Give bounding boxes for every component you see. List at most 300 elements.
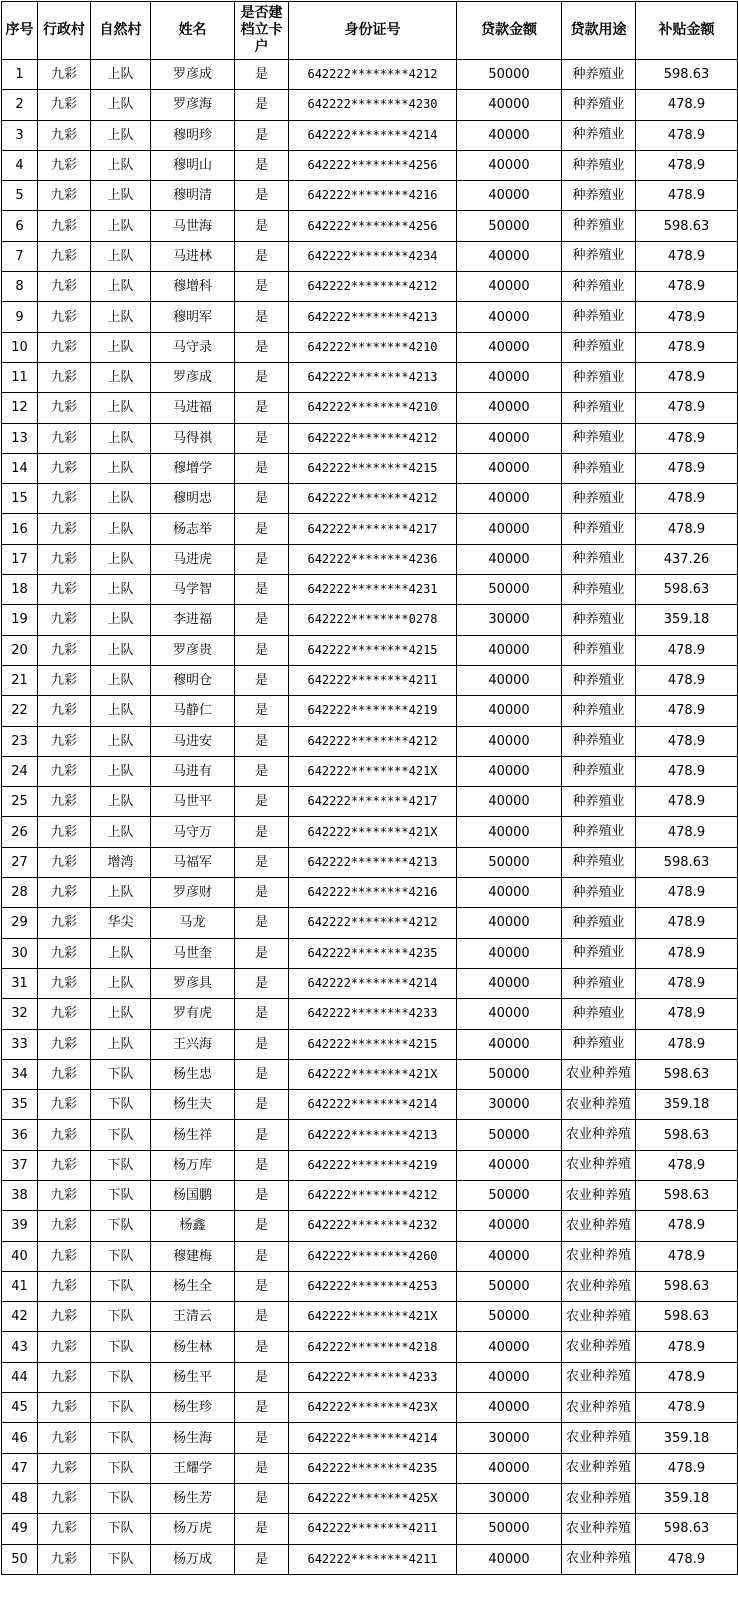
table-cell: 九彩 (38, 1029, 91, 1059)
header-cell: 补贴金额 (636, 2, 738, 60)
table-cell: 642222********4211 (289, 1514, 457, 1544)
table-cell: 种养殖业 (562, 211, 636, 241)
table-cell: 种养殖业 (562, 605, 636, 635)
table-cell: 642222********4212 (289, 60, 457, 90)
table-cell: 马龙 (151, 908, 235, 938)
table-cell: 上队 (91, 514, 151, 544)
table-cell: 穆明珍 (151, 120, 235, 150)
table-cell: 642222********421X (289, 756, 457, 786)
table-cell: 598.63 (636, 1059, 738, 1089)
table-cell: 上队 (91, 726, 151, 756)
table-cell: 642222********4214 (289, 1423, 457, 1453)
table-cell: 九彩 (38, 726, 91, 756)
table-cell: 是 (235, 1090, 289, 1120)
table-row (2, 181, 738, 211)
table-cell: 8 (2, 272, 38, 302)
table-cell: 九彩 (38, 696, 91, 726)
table-cell: 478.9 (636, 999, 738, 1029)
table-cell: 农业种养殖 (562, 1241, 636, 1271)
table-cell: 九彩 (38, 120, 91, 150)
table-cell: 种养殖业 (562, 999, 636, 1029)
table-cell: 马进有 (151, 756, 235, 786)
table-cell: 36 (2, 1120, 38, 1150)
table-cell: 是 (235, 605, 289, 635)
table-cell: 上队 (91, 272, 151, 302)
table-cell: 马学智 (151, 575, 235, 605)
table-cell: 上队 (91, 423, 151, 453)
table-cell: 478.9 (636, 272, 738, 302)
table-cell: 642222********4215 (289, 1029, 457, 1059)
table-cell: 上队 (91, 635, 151, 665)
table-cell: 种养殖业 (562, 362, 636, 392)
table-cell: 上队 (91, 332, 151, 362)
table-cell: 437.26 (636, 544, 738, 574)
table-row (2, 484, 738, 514)
table-row (2, 272, 738, 302)
table-cell: 下队 (91, 1271, 151, 1301)
table-cell: 是 (235, 150, 289, 180)
table-cell: 24 (2, 756, 38, 786)
table-cell: 种养殖业 (562, 878, 636, 908)
table-cell: 642222********4233 (289, 999, 457, 1029)
table-cell: 种养殖业 (562, 393, 636, 423)
table-row (2, 60, 738, 90)
table-cell: 九彩 (38, 1483, 91, 1513)
table-cell: 下队 (91, 1090, 151, 1120)
table-cell: 478.9 (636, 968, 738, 998)
table-cell: 18 (2, 575, 38, 605)
table-cell: 九彩 (38, 544, 91, 574)
table-cell: 是 (235, 968, 289, 998)
table-cell: 下队 (91, 1059, 151, 1089)
table-cell: 是 (235, 1180, 289, 1210)
header-row (2, 2, 738, 60)
table-cell: 华尖 (91, 908, 151, 938)
table-cell: 是 (235, 393, 289, 423)
table-cell: 是 (235, 90, 289, 120)
table-cell: 642222********421X (289, 1302, 457, 1332)
table-cell: 是 (235, 1362, 289, 1392)
table-cell: 40000 (457, 999, 562, 1029)
table-cell: 九彩 (38, 756, 91, 786)
table-row (2, 1332, 738, 1362)
table-cell: 30000 (457, 1423, 562, 1453)
table-cell: 2 (2, 90, 38, 120)
table-cell: 20 (2, 635, 38, 665)
table-cell: 642222********4235 (289, 938, 457, 968)
table-cell: 19 (2, 605, 38, 635)
subsidy-table (1, 1, 738, 1575)
table-cell: 478.9 (636, 302, 738, 332)
table-cell: 40000 (457, 1211, 562, 1241)
table-cell: 九彩 (38, 1302, 91, 1332)
table-cell: 642222********4213 (289, 302, 457, 332)
table-cell: 是 (235, 1423, 289, 1453)
table-cell: 40000 (457, 272, 562, 302)
table-cell: 马世平 (151, 787, 235, 817)
table-cell: 是 (235, 1059, 289, 1089)
table-cell: 是 (235, 362, 289, 392)
table-cell: 642222********4218 (289, 1332, 457, 1362)
table-cell: 种养殖业 (562, 181, 636, 211)
table-cell: 种养殖业 (562, 150, 636, 180)
table-cell: 种养殖业 (562, 241, 636, 271)
header-cell: 是否建档立卡户 (235, 2, 289, 60)
table-cell: 359.18 (636, 1483, 738, 1513)
table-cell: 642222********4234 (289, 241, 457, 271)
table-row (2, 635, 738, 665)
table-cell: 农业种养殖 (562, 1150, 636, 1180)
table-cell: 是 (235, 696, 289, 726)
table-cell: 九彩 (38, 1362, 91, 1392)
table-cell: 23 (2, 726, 38, 756)
table-cell: 九彩 (38, 1180, 91, 1210)
table-cell: 上队 (91, 544, 151, 574)
table-cell: 6 (2, 211, 38, 241)
table-cell: 478.9 (636, 150, 738, 180)
table-cell: 642222********4236 (289, 544, 457, 574)
header-cell: 行政村 (38, 2, 91, 60)
table-cell: 马得祺 (151, 423, 235, 453)
table-cell: 478.9 (636, 1362, 738, 1392)
table-cell: 642222********4231 (289, 575, 457, 605)
table-cell: 九彩 (38, 1423, 91, 1453)
table-cell: 是 (235, 938, 289, 968)
table-cell: 农业种养殖 (562, 1059, 636, 1089)
table-cell: 九彩 (38, 1544, 91, 1574)
table-row (2, 726, 738, 756)
table-cell: 穆增科 (151, 272, 235, 302)
table-cell: 上队 (91, 787, 151, 817)
table-row (2, 1423, 738, 1453)
table-cell: 上队 (91, 817, 151, 847)
table-cell: 杨万库 (151, 1150, 235, 1180)
table-cell: 40000 (457, 362, 562, 392)
table-cell: 上队 (91, 999, 151, 1029)
table-cell: 马守万 (151, 817, 235, 847)
table-cell: 478.9 (636, 1332, 738, 1362)
table-cell: 农业种养殖 (562, 1483, 636, 1513)
table-cell: 7 (2, 241, 38, 271)
table-cell: 40000 (457, 90, 562, 120)
table-cell: 359.18 (636, 1090, 738, 1120)
table-cell: 642222********4211 (289, 1544, 457, 1574)
table-cell: 50000 (457, 1271, 562, 1301)
table-cell: 下队 (91, 1180, 151, 1210)
table-row (2, 362, 738, 392)
table-cell: 上队 (91, 90, 151, 120)
table-cell: 是 (235, 181, 289, 211)
table-cell: 40000 (457, 1544, 562, 1574)
table-cell: 598.63 (636, 1302, 738, 1332)
table-cell: 40000 (457, 514, 562, 544)
table-cell: 40000 (457, 787, 562, 817)
table-cell: 598.63 (636, 1271, 738, 1301)
table-cell: 上队 (91, 484, 151, 514)
table-cell: 46 (2, 1423, 38, 1453)
table-row (2, 665, 738, 695)
table-cell: 种养殖业 (562, 575, 636, 605)
table-cell: 上队 (91, 756, 151, 786)
table-cell: 农业种养殖 (562, 1302, 636, 1332)
table-cell: 杨生忠 (151, 1059, 235, 1089)
table-cell: 农业种养殖 (562, 1544, 636, 1574)
table-cell: 40000 (457, 1393, 562, 1423)
table-cell: 九彩 (38, 393, 91, 423)
table-cell: 穆明山 (151, 150, 235, 180)
table-cell: 九彩 (38, 1120, 91, 1150)
table-cell: 罗彦成 (151, 60, 235, 90)
table-cell: 马进林 (151, 241, 235, 271)
table-cell: 642222********4213 (289, 362, 457, 392)
table-cell: 5 (2, 181, 38, 211)
table-cell: 50000 (457, 1302, 562, 1332)
table-cell: 杨生全 (151, 1271, 235, 1301)
table-cell: 642222********4212 (289, 1180, 457, 1210)
table-cell: 642222********4212 (289, 726, 457, 756)
table-cell: 李进福 (151, 605, 235, 635)
table-cell: 478.9 (636, 90, 738, 120)
table-cell: 农业种养殖 (562, 1514, 636, 1544)
table-cell: 40000 (457, 120, 562, 150)
table-cell: 478.9 (636, 1453, 738, 1483)
table-row (2, 908, 738, 938)
table-cell: 上队 (91, 1029, 151, 1059)
table-cell: 农业种养殖 (562, 1423, 636, 1453)
table-cell: 种养殖业 (562, 756, 636, 786)
table-cell: 是 (235, 756, 289, 786)
table-cell: 478.9 (636, 1241, 738, 1271)
table-cell: 九彩 (38, 272, 91, 302)
table-cell: 40000 (457, 393, 562, 423)
table-cell: 杨生夫 (151, 1090, 235, 1120)
header-cell: 自然村 (91, 2, 151, 60)
table-cell: 罗有虎 (151, 999, 235, 1029)
table-cell: 九彩 (38, 1211, 91, 1241)
table-cell: 上队 (91, 665, 151, 695)
table-cell: 598.63 (636, 211, 738, 241)
table-row (2, 1362, 738, 1392)
table-row (2, 1150, 738, 1180)
table-cell: 种养殖业 (562, 968, 636, 998)
table-cell: 40000 (457, 423, 562, 453)
table-cell: 下队 (91, 1120, 151, 1150)
table-row (2, 423, 738, 453)
table-cell: 种养殖业 (562, 817, 636, 847)
table-cell: 种养殖业 (562, 272, 636, 302)
table-row (2, 90, 738, 120)
table-cell: 478.9 (636, 1544, 738, 1574)
table-cell: 是 (235, 665, 289, 695)
table-cell: 九彩 (38, 1059, 91, 1089)
table-cell: 杨万虎 (151, 1514, 235, 1544)
table-cell: 44 (2, 1362, 38, 1392)
table-cell: 478.9 (636, 241, 738, 271)
table-cell: 上队 (91, 938, 151, 968)
table-cell: 上队 (91, 302, 151, 332)
table-cell: 43 (2, 1332, 38, 1362)
table-cell: 642222********4214 (289, 120, 457, 150)
table-cell: 马守录 (151, 332, 235, 362)
table-cell: 下队 (91, 1423, 151, 1453)
table-cell: 杨生平 (151, 1362, 235, 1392)
table-cell: 杨生海 (151, 1423, 235, 1453)
table-cell: 上队 (91, 60, 151, 90)
header-cell: 序号 (2, 2, 38, 60)
table-cell: 上队 (91, 181, 151, 211)
table-cell: 穆明忠 (151, 484, 235, 514)
table-cell: 九彩 (38, 938, 91, 968)
table-cell: 罗彦贵 (151, 635, 235, 665)
table-cell: 穆明仓 (151, 665, 235, 695)
table-cell: 穆明清 (151, 181, 235, 211)
table-cell: 上队 (91, 878, 151, 908)
table-cell: 47 (2, 1453, 38, 1483)
table-cell: 罗彦成 (151, 362, 235, 392)
table-cell: 穆增学 (151, 453, 235, 483)
table-cell: 37 (2, 1150, 38, 1180)
table-cell: 罗彦财 (151, 878, 235, 908)
table-cell: 478.9 (636, 423, 738, 453)
table-cell: 50000 (457, 575, 562, 605)
table-cell: 杨志举 (151, 514, 235, 544)
table-cell: 是 (235, 1271, 289, 1301)
table-cell: 26 (2, 817, 38, 847)
table-cell: 下队 (91, 1302, 151, 1332)
table-cell: 九彩 (38, 817, 91, 847)
table-body (2, 60, 738, 1575)
table-cell: 九彩 (38, 181, 91, 211)
table-cell: 九彩 (38, 60, 91, 90)
table-cell: 九彩 (38, 605, 91, 635)
table-cell: 478.9 (636, 332, 738, 362)
table-cell: 478.9 (636, 514, 738, 544)
table-cell: 642222********4212 (289, 908, 457, 938)
table-cell: 罗彦海 (151, 90, 235, 120)
table-cell: 50000 (457, 60, 562, 90)
table-cell: 种养殖业 (562, 665, 636, 695)
table-row (2, 120, 738, 150)
table-cell: 642222********4233 (289, 1362, 457, 1392)
table-cell: 478.9 (636, 787, 738, 817)
table-cell: 农业种养殖 (562, 1362, 636, 1392)
table-cell: 王耀学 (151, 1453, 235, 1483)
table-cell: 642222********4214 (289, 968, 457, 998)
table-cell: 九彩 (38, 332, 91, 362)
table-row (2, 1120, 738, 1150)
table-cell: 是 (235, 847, 289, 877)
table-cell: 下队 (91, 1150, 151, 1180)
table-cell: 642222********4210 (289, 332, 457, 362)
table-cell: 种养殖业 (562, 423, 636, 453)
table-cell: 种养殖业 (562, 484, 636, 514)
table-cell: 上队 (91, 120, 151, 150)
table-cell: 40 (2, 1241, 38, 1271)
table-cell: 是 (235, 60, 289, 90)
header-cell: 身份证号 (289, 2, 457, 60)
table-row (2, 1514, 738, 1544)
table-cell: 种养殖业 (562, 332, 636, 362)
table-cell: 下队 (91, 1362, 151, 1392)
table-cell: 马静仁 (151, 696, 235, 726)
table-cell: 478.9 (636, 817, 738, 847)
table-cell: 642222********4212 (289, 272, 457, 302)
table-cell: 上队 (91, 150, 151, 180)
table-cell: 九彩 (38, 878, 91, 908)
table-cell: 17 (2, 544, 38, 574)
table-cell: 是 (235, 332, 289, 362)
table-cell: 是 (235, 999, 289, 1029)
table-cell: 是 (235, 302, 289, 332)
table-cell: 40000 (457, 1241, 562, 1271)
table-cell: 478.9 (636, 878, 738, 908)
table-cell: 九彩 (38, 908, 91, 938)
table-cell: 九彩 (38, 453, 91, 483)
table-row (2, 1271, 738, 1301)
table-cell: 598.63 (636, 575, 738, 605)
table-row (2, 514, 738, 544)
table-cell: 478.9 (636, 635, 738, 665)
table-cell: 29 (2, 908, 38, 938)
table-cell: 642222********4213 (289, 847, 457, 877)
table-cell: 40000 (457, 665, 562, 695)
table-cell: 642222********0278 (289, 605, 457, 635)
table-cell: 下队 (91, 1483, 151, 1513)
table-cell: 种养殖业 (562, 453, 636, 483)
table-cell: 杨万成 (151, 1544, 235, 1574)
table-cell: 九彩 (38, 1150, 91, 1180)
table-cell: 九彩 (38, 150, 91, 180)
table-cell: 642222********4216 (289, 878, 457, 908)
table-cell: 是 (235, 1211, 289, 1241)
table-cell: 642222********421X (289, 817, 457, 847)
table-cell: 13 (2, 423, 38, 453)
table-cell: 是 (235, 1393, 289, 1423)
table-cell: 642222********4219 (289, 696, 457, 726)
table-cell: 是 (235, 726, 289, 756)
table-cell: 种养殖业 (562, 847, 636, 877)
table-cell: 马进虎 (151, 544, 235, 574)
table-row (2, 150, 738, 180)
table-cell: 九彩 (38, 423, 91, 453)
table-cell: 478.9 (636, 393, 738, 423)
table-cell: 40000 (457, 484, 562, 514)
table-cell: 32 (2, 999, 38, 1029)
table-cell: 王清云 (151, 1302, 235, 1332)
table-cell: 598.63 (636, 1514, 738, 1544)
table-cell: 642222********4213 (289, 1120, 457, 1150)
table-cell: 40000 (457, 817, 562, 847)
table-cell: 40000 (457, 544, 562, 574)
table-cell: 642222********4212 (289, 484, 457, 514)
table-cell: 478.9 (636, 1211, 738, 1241)
header-cell: 贷款用途 (562, 2, 636, 60)
table-cell: 40000 (457, 1453, 562, 1483)
table-cell: 642222********4230 (289, 90, 457, 120)
table-cell: 增湾 (91, 847, 151, 877)
table-cell: 33 (2, 1029, 38, 1059)
table-row (2, 393, 738, 423)
table-cell: 种养殖业 (562, 726, 636, 756)
table-cell: 是 (235, 1029, 289, 1059)
header-cell: 姓名 (151, 2, 235, 60)
table-cell: 九彩 (38, 635, 91, 665)
table-row (2, 211, 738, 241)
table-cell: 是 (235, 120, 289, 150)
table-cell: 是 (235, 1241, 289, 1271)
table-cell: 642222********4253 (289, 1271, 457, 1301)
table-cell: 种养殖业 (562, 938, 636, 968)
